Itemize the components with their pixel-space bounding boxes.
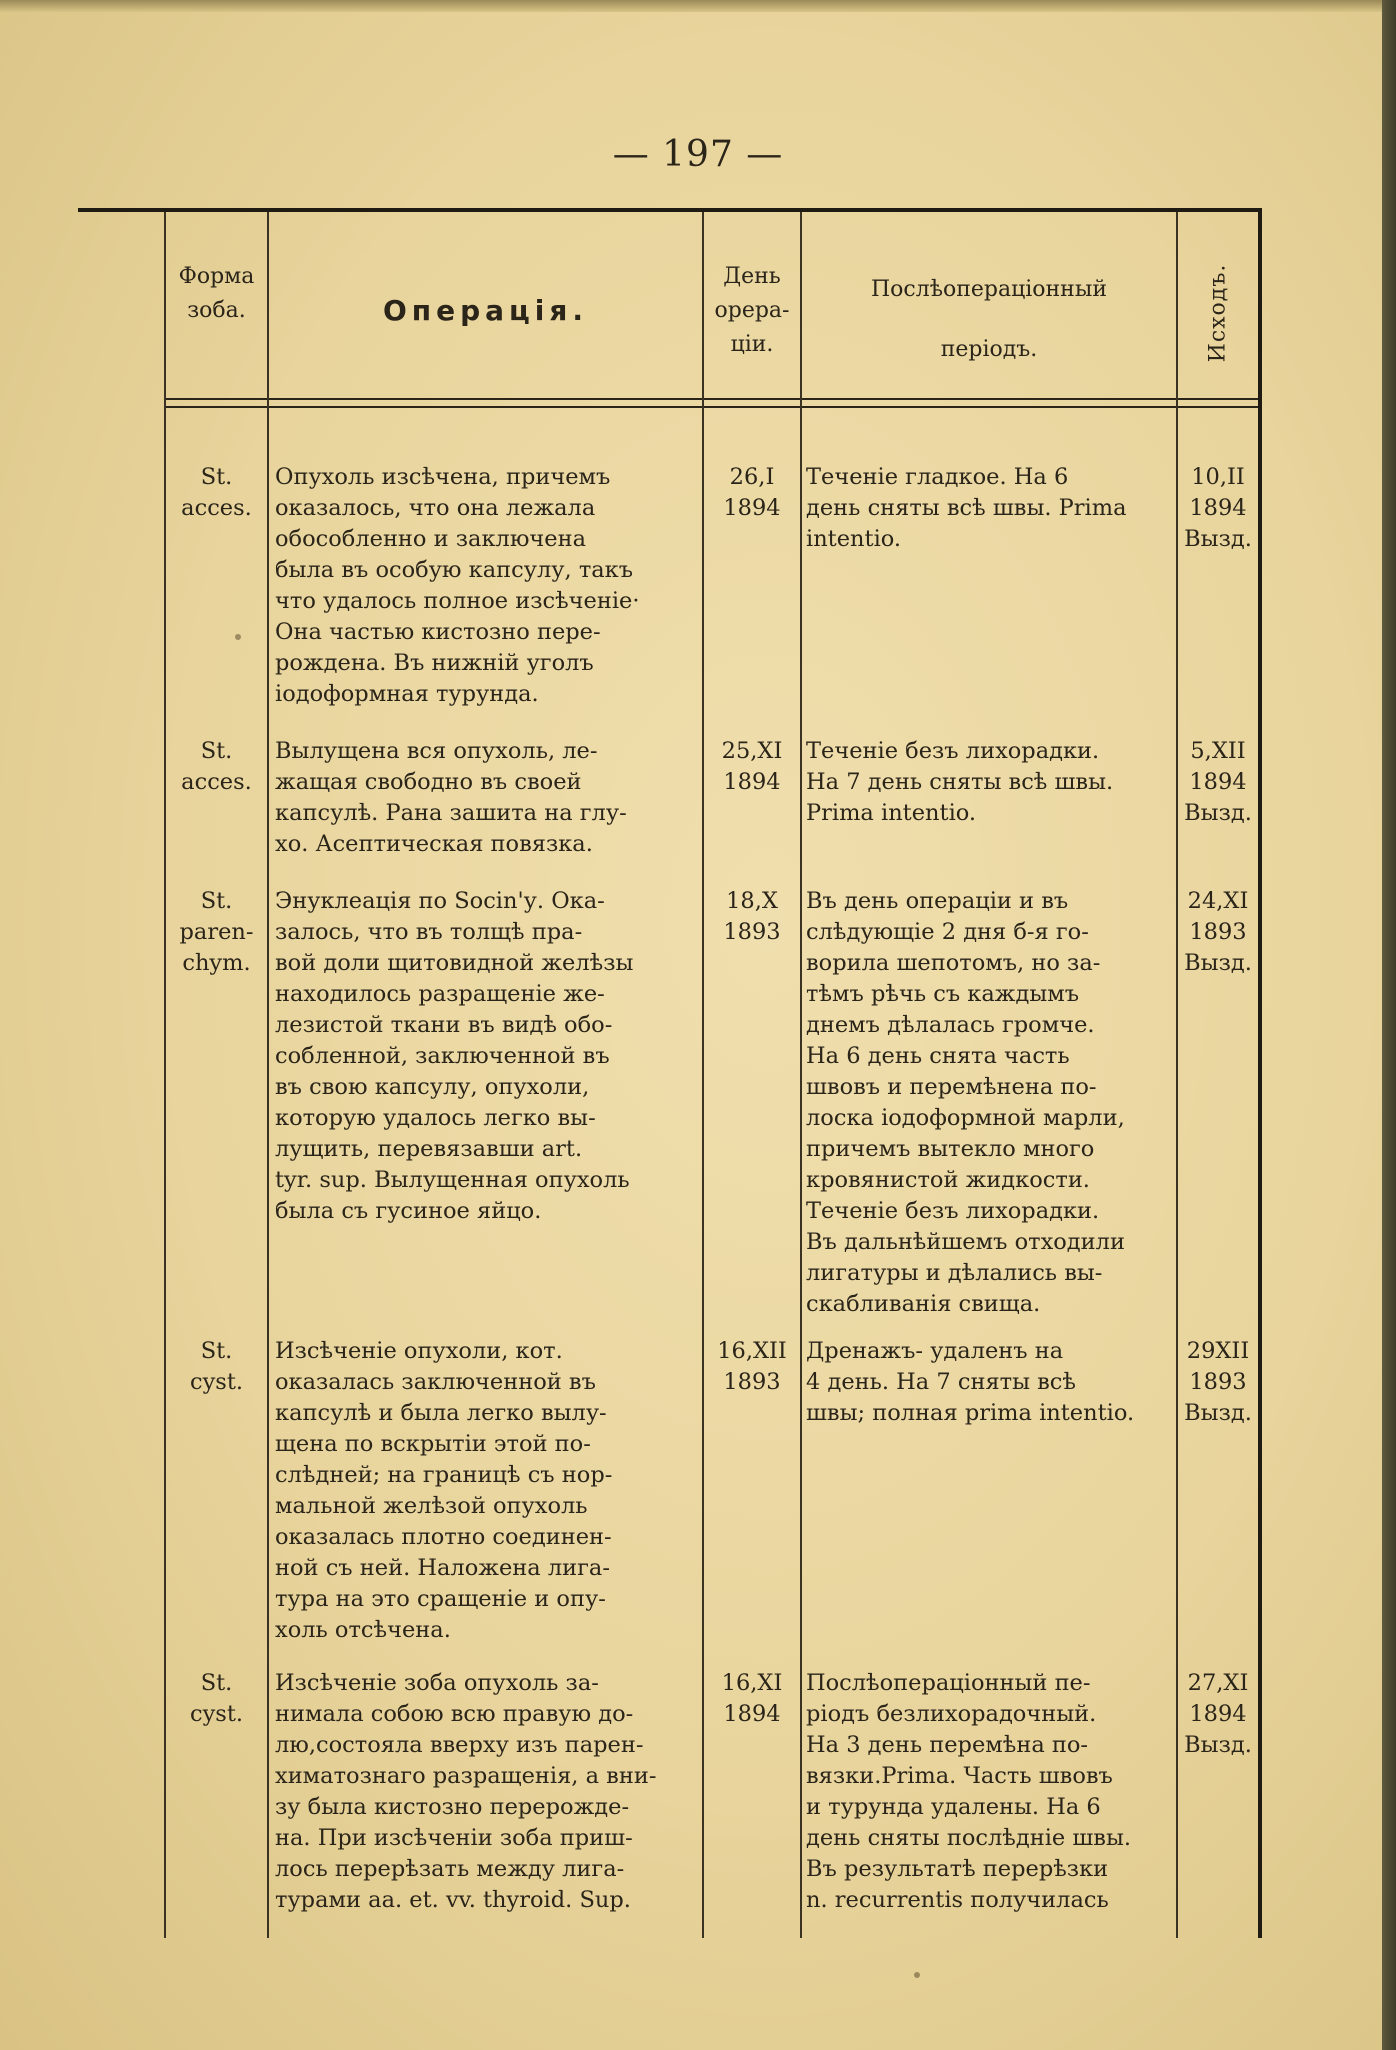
surgery-table <box>78 208 1262 1938</box>
cell-outcome: 24,XI 1893 Вызд. <box>1184 888 1252 976</box>
column-divider <box>800 212 802 1938</box>
table-right-border <box>1258 212 1262 1938</box>
cell-day: 18,X 1893 <box>723 888 781 945</box>
cell-postop: Теченіе безъ лихорадки. На 7 день сняты всѣ швы. Prima intentio. <box>806 738 1114 826</box>
header-outcome <box>1178 228 1258 398</box>
cell-outcome: 10,II 1894 Вызд. <box>1184 464 1252 552</box>
cell-postop: Теченіе гладкое. На 6 день сняты всѣ швы. Prima intentio. <box>806 464 1127 552</box>
cell-forma: St. acces. <box>181 464 252 521</box>
page-right-edge <box>1382 0 1396 2050</box>
header-rule <box>166 398 1262 400</box>
header-outcome-label: Исходъ. <box>1205 263 1231 363</box>
header-postop: Послѣопераціонный періодъ. <box>870 277 1108 362</box>
cell-operation: Изсѣченіе зоба опухоль за- нимала собою всю правую до- лю,состояла вверху изъ парен- химатознаго разращенія, а вни- зу была кистозно перерожде- на. При изсѣченіи зоба приш- лось перерѣзать между лига- турами aa. et. vv. thyroid. Sup. <box>275 1670 657 1913</box>
header-forma: Форма зоба. <box>178 264 255 323</box>
cell-postop: Послѣопераціонный пе- ріодъ безлихорадочный. На 3 день перемѣна по- вязки.Prima. Часть швовъ и турунда удалены. На 6 день сняты послѣдніе швы. Въ результатѣ перерѣзки n. recurrentis получилась <box>806 1670 1132 1913</box>
paper-speck <box>914 1972 920 1978</box>
header-day: День opера- ціи. <box>714 264 790 357</box>
cell-operation: Опухоль изсѣчена, причемъ оказалось, что она лежала обособленно и заключена была въ особую капсулу, такъ что удалось полное изсѣченіе· Она частью кистозно пере- рождена. Въ нижній уголъ iодоформная турунда. <box>275 464 640 707</box>
header-rule <box>166 406 1262 408</box>
cell-postop: Дренажъ- удаленъ на 4 день. На 7 сняты всѣ швы; полная prima intentio. <box>806 1338 1135 1426</box>
cell-day: 16,XI 1894 <box>721 1670 783 1727</box>
cell-forma: St. acces. <box>181 738 252 795</box>
cell-operation: Вылущена вся опухоль, ле- жащая свободно въ своей капсулѣ. Рана зашита на глу- хо. Асептическая повязка. <box>275 738 627 857</box>
cell-outcome: 5,XII 1894 Вызд. <box>1184 738 1252 826</box>
cell-operation: Изсѣченіе опухоли, кот. оказалась заключенной въ капсулѣ и была легко вылу- щена по вскрытіи этой по- слѣдней; на границѣ съ нор- мальной желѣзой опухоль оказалась плотно соединен- ной съ ней. Наложена лига- тура на это сращеніе и опу- холь отсѣчена. <box>275 1338 613 1643</box>
header-operation: Операція. <box>382 294 589 327</box>
cell-operation: Энуклеація по Socin'у. Ока- залось, что въ толщѣ пра- вой доли щитовидной желѣзы находилось разращеніе же- лезистой ткани въ видѣ обо- собленной, заключенной въ въ свою капсулу, опухоли, которую удалось легко вы- лущить, перевязавши art. tyr. sup. Вылущенная опухоль была съ гусиное яйцо. <box>275 888 634 1224</box>
page-number: — 197 — <box>612 134 784 175</box>
cell-forma: St. paren- chym. <box>179 888 254 976</box>
cell-day: 26,I 1894 <box>723 464 781 521</box>
cell-forma: St. cyst. <box>189 1338 244 1395</box>
cell-postop: Въ день операціи и въ слѣдующіе 2 дня б-я го- ворила шепотомъ, но за- тѣмъ рѣчь съ каждымъ днемъ дѣлалась громче. На 6 день снята часть швовъ и перемѣнена по- лоска iодоформной марли, причемъ вытекло много кровянистой жидкости. Теченіе безъ лихорадки. Въ дальнѣйшемъ отходили лигатуры и дѣлались вы- скабливанія свища. <box>806 888 1125 1317</box>
paper-speck <box>235 634 241 640</box>
cell-outcome: 29XII 1893 Вызд. <box>1184 1338 1252 1426</box>
cell-day: 25,XI 1894 <box>721 738 783 795</box>
table-top-rule <box>78 208 1262 212</box>
cell-forma: St. cyst. <box>189 1670 244 1727</box>
column-divider <box>267 212 269 1938</box>
cell-day: 16,XII 1893 <box>717 1338 787 1395</box>
cell-outcome: 27,XI 1894 Вызд. <box>1184 1670 1252 1758</box>
page-top-edge <box>0 0 1396 12</box>
